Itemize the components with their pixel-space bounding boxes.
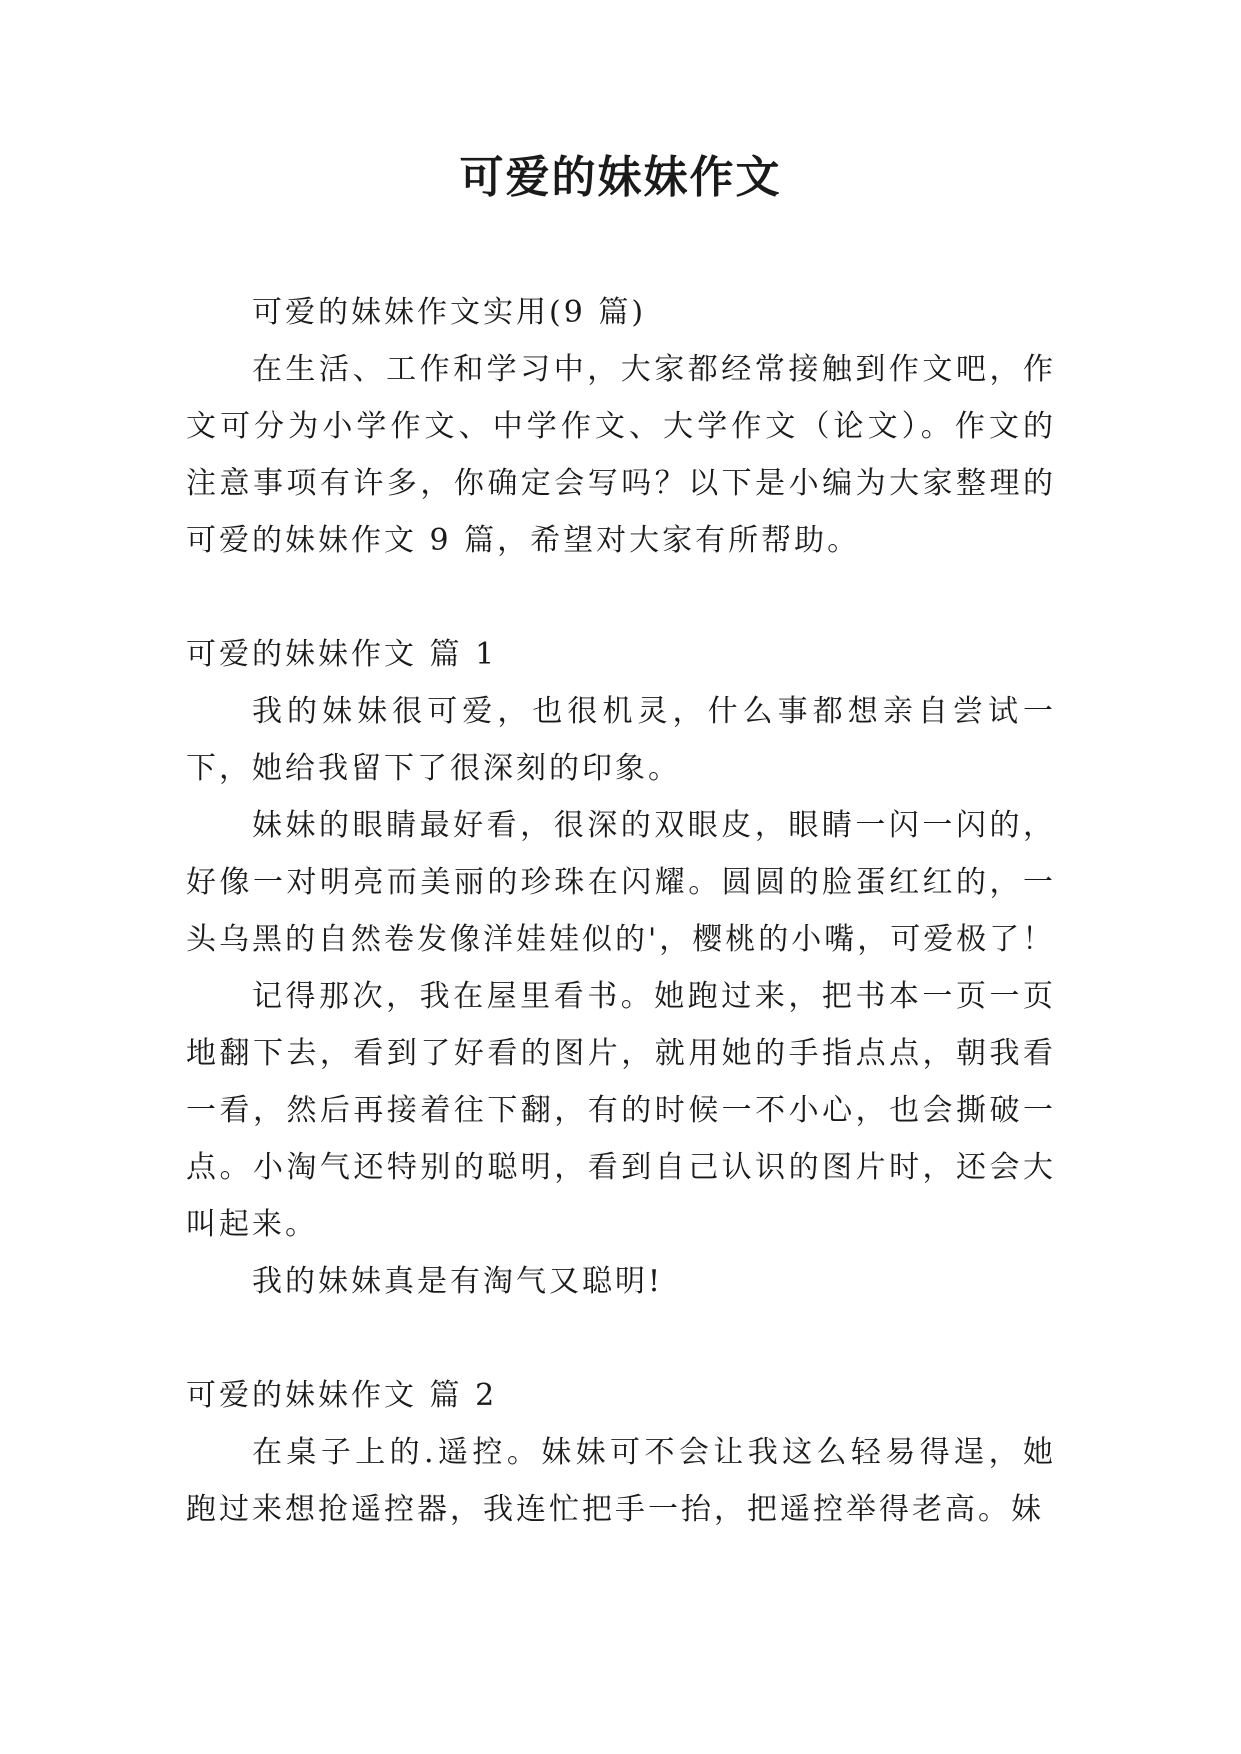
page-title: 可爱的妹妹作文 [459,152,782,203]
section-heading-1: 可爱的妹妹作文 篇 1 [186,637,498,672]
section-1-paragraph: 我的妹妹很可爱，也很机灵，什么事都想亲自尝试一下，她给我留下了很深刻的印象。 [186,694,1056,786]
section-heading-2: 可爱的妹妹作文 篇 2 [186,1378,498,1413]
document-body [186,284,1056,1538]
section-gap [186,569,1056,626]
section-1-paragraph: 记得那次，我在屋里看书。她跑过来，把书本一页一页地翻下去，看到了好看的图片，就用她的手指点点，朝我看一看，然后再接着往下翻，有的时候一不小心，也会撕破一点。小淘气还特别的聪明，看到自己认识的图片时，还会大叫起来。 [186,979,1056,1242]
section-1-paragraph: 妹妹的眼睛最好看，很深的双眼皮，眼睛一闪一闪的，好像一对明亮而美丽的珍珠在闪耀。圆圆的脸蛋红红的，一头乌黑的自然卷发像洋娃娃似的'，樱桃的小嘴，可爱极了！ [186,808,1056,957]
subtitle: 可爱的妹妹作文实用(9 篇) [252,295,647,330]
intro-paragraph: 在生活、工作和学习中，大家都经常接触到作文吧，作文可分为小学作文、中学作文、大学作文（论文）。作文的注意事项有许多，你确定会写吗？以下是小编为大家整理的可爱的妹妹作文 9 篇，希望对大家有所帮助。 [186,352,1056,558]
section-1-paragraph: 我的妹妹真是有淘气又聪明! [252,1264,664,1299]
section-gap [186,1310,1056,1367]
section-2-paragraph: 在桌子上的.遥控。妹妹可不会让我这么轻易得逞，她跑过来想抢遥控器，我连忙把手一抬，把遥控举得老高。妹 [186,1435,1056,1527]
